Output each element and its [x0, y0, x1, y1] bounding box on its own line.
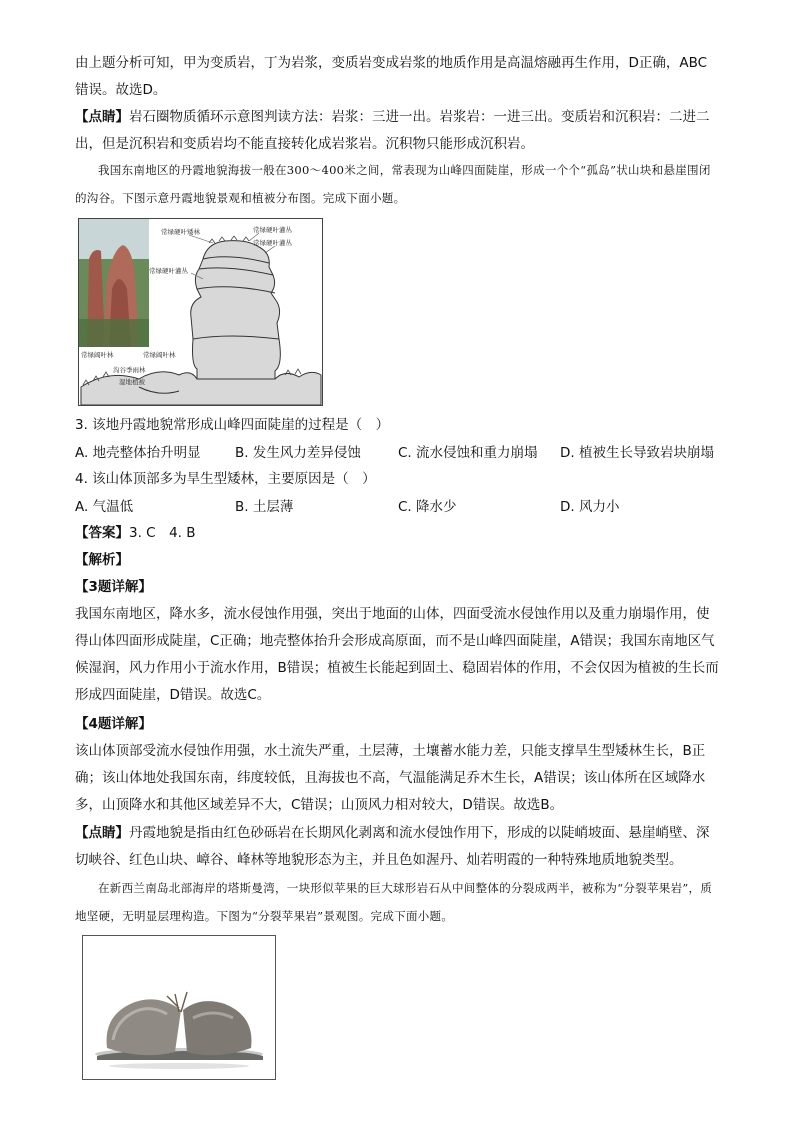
q3-option-a[interactable]: A. 地壳整体抬升明显 — [75, 445, 201, 461]
answer-text: 3. C 4. B — [129, 525, 196, 541]
detail-4-heading: 【4题详解】 — [75, 716, 152, 732]
q3-option-d[interactable]: D. 植被生长导致岩块崩塌 — [560, 445, 714, 461]
analysis-heading: 【解析】 — [75, 552, 129, 568]
intro-paragraph-2: 在新西兰南岛北部海岸的塔斯曼湾，一块形似苹果的巨大球形岩石从中间整体的分裂成两半，被称为“分裂苹果岩”，质地坚硬，无明显层理构造。下图为“分裂苹果岩”景观图。完成下面小题。 — [75, 881, 713, 923]
tip-text: 岩石圈物质循环示意图判读方法：岩浆：三进一出。岩浆岩：一进三出。变质岩和沉积岩：二进二出，但是沉积岩和变质岩均不能直接转化成岩浆岩。沉积物只能形成沉积岩。 — [75, 109, 710, 152]
answer-tag: 【答案】 — [75, 525, 129, 541]
split-apple-rock-illustration — [83, 936, 275, 1079]
intro-paragraph-1: 我国东南地区的丹霞地貌海拔一般在300～400米之间，常表现为山峰四面陡崖，形成一个个“孤岛”状山块和悬崖围闭的沟谷。下图示意丹霞地貌景观和植被分布图。完成下面小题。 — [75, 163, 711, 205]
prev-analysis-paragraph: 由上题分析可知，甲为变质岩，丁为岩浆，变质岩变成岩浆的地质作用是高温熔融再生作用，D正确，ABC错误。故选D。 — [75, 55, 708, 98]
q4-option-b[interactable]: B. 土层薄 — [235, 499, 294, 515]
danxia-diagram — [79, 219, 322, 405]
label-top-right-2: 常绿硬叶灌丛 — [253, 239, 292, 247]
tip2-text: 丹霞地貌是指由红色砂砾岩在长期风化剥离和流水侵蚀作用下，形成的以陡峭坡面、悬崖峭壁、深切峡谷、红色山块、嶂谷、峰林等地貌形态为主，并且色如渥丹、灿若明霞的一种特殊地质地貌类型。 — [75, 825, 710, 868]
q3-option-c[interactable]: C. 流水侵蚀和重力崩塌 — [398, 445, 538, 461]
label-valley-1: 沟谷季雨林 — [113, 366, 146, 374]
q4-option-d[interactable]: D. 风力小 — [560, 499, 620, 515]
question-3-stem: 3. 该地丹霞地貌常形成山峰四面陡崖的过程是（ ） — [75, 417, 390, 433]
label-top-left: 常绿硬叶矮林 — [161, 228, 200, 236]
q3-option-b[interactable]: B. 发生风力差异侵蚀 — [235, 445, 361, 461]
danxia-vegetation-figure — [78, 218, 323, 406]
label-valley-2: 湿地植被 — [119, 378, 145, 386]
split-apple-rock-photo — [82, 935, 276, 1080]
label-bottom-mid: 常绿阔叶林 — [143, 351, 176, 359]
detail-3-heading: 【3题详解】 — [75, 579, 152, 595]
label-mid-left: 常绿硬叶灌丛 — [149, 267, 188, 275]
label-top-right-1: 常绿硬叶灌丛 — [253, 226, 292, 234]
label-bottom-left: 常绿阔叶林 — [81, 351, 114, 359]
tip-paragraph-2 — [75, 820, 720, 874]
detail-3-text: 我国东南地区，降水多，流水侵蚀作用强，突出于地面的山体，四面受流水侵蚀作用以及重力崩塌作用，使得山体四面形成陡崖，C正确；地壳整体抬升会形成高原面，而不是山峰四面陡崖，A错误；我国东南地区气候湿润，风力作用小于流水作用，B错误；植被生长能起到固土、稳固岩体的作用，不会仅因为植被的生长而形成四面陡崖，D错误。故选C。 — [75, 606, 719, 703]
detail-4-text: 该山体顶部受流水侵蚀作用强，水土流失严重，土层薄，土壤蓄水能力差，只能支撑旱生型矮林生长，B正确；该山体地处我国东南，纬度较低，且海拔也不高，气温能满足乔木生长，A错误；该山体所在区域降水多，山顶降水和其他区域差异不大，C错误；山顶风力相对较大，D错误。故选B。 — [75, 743, 706, 813]
q4-option-a[interactable]: A. 气温低 — [75, 499, 134, 515]
question-4-stem: 4. 该山体顶部多为旱生型矮林，主要原因是（ ） — [75, 471, 376, 487]
answer-line — [75, 520, 720, 547]
tip-paragraph-1 — [75, 104, 720, 158]
danxia-photo — [79, 219, 149, 347]
tip-tag: 【点睛】 — [75, 109, 129, 125]
q4-option-c[interactable]: C. 降水少 — [398, 499, 457, 515]
tip2-tag: 【点睛】 — [75, 825, 129, 841]
